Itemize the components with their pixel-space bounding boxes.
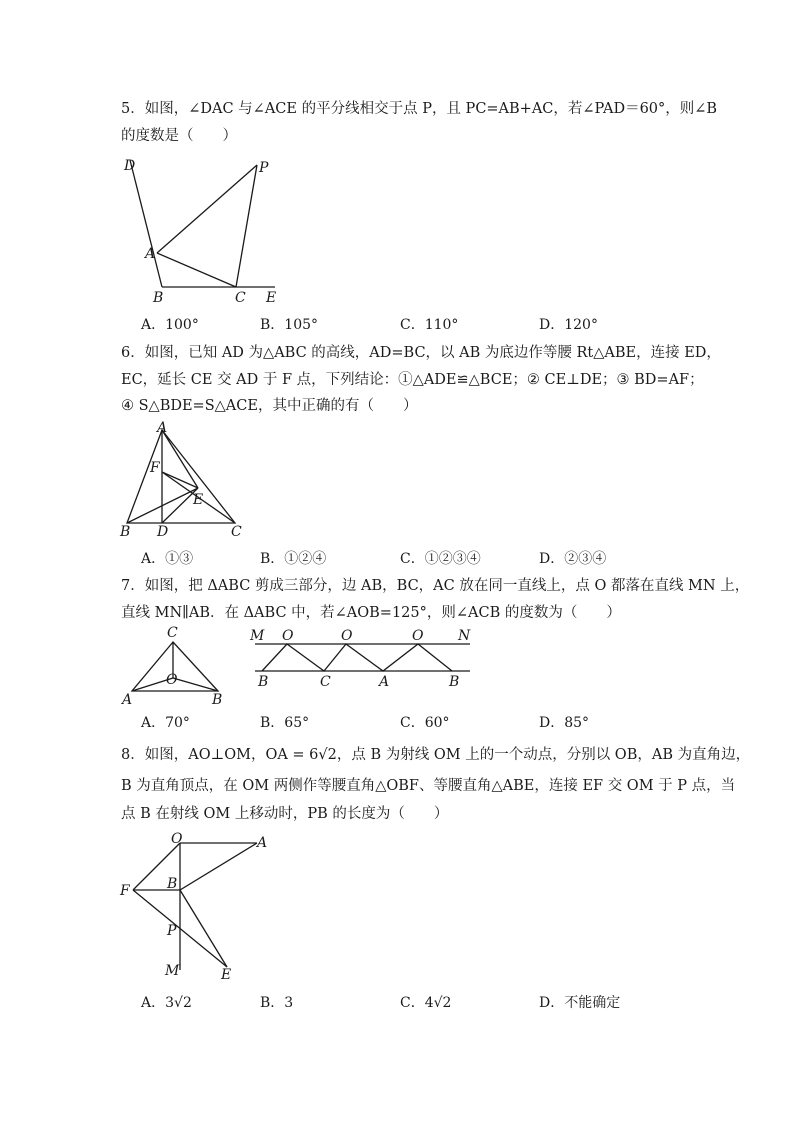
q8-option-c[interactable]: C．4√2 <box>400 995 452 1011</box>
q7-label-a2: A <box>379 674 390 690</box>
q8-label-a: A <box>257 835 268 851</box>
q7-label-b2: B <box>449 674 460 690</box>
q6-label-e: E <box>193 492 204 508</box>
q6-figure <box>115 420 255 545</box>
q8-figure <box>115 825 275 985</box>
q6-line-1: 6．如图，已知 AD 为△ABC 的高线，AD=BC，以 AB 为底边作等腰 Rt△ABE，连接 ED， <box>121 345 721 361</box>
q5-figure <box>115 150 295 310</box>
q7-label-o2: O <box>341 628 353 644</box>
q7-label-n: N <box>458 628 471 644</box>
q8-option-a[interactable]: A．3√2 <box>141 995 192 1011</box>
q8-label-b: B <box>167 876 178 892</box>
q7-figure-triangle <box>115 622 230 707</box>
q8-option-b[interactable]: B．3 <box>260 995 294 1011</box>
q7-option-a[interactable]: A．70° <box>141 715 190 731</box>
q8-label-e: E <box>221 967 232 983</box>
q5-label-a: A <box>145 246 156 262</box>
q7-label-a: A <box>122 692 133 707</box>
q5-line-2: 的度数是（ ） <box>121 128 237 144</box>
q5-option-d[interactable]: D．120° <box>539 317 598 333</box>
q7-option-d[interactable]: D．85° <box>539 715 590 731</box>
q7-label-c: C <box>167 625 178 641</box>
q5-label-d: D <box>124 158 136 174</box>
q7-label-o: O <box>166 672 178 688</box>
q8-label-p: P <box>167 923 177 939</box>
q5-label-e: E <box>266 290 277 306</box>
q6-option-a[interactable]: A．①③ <box>141 551 194 567</box>
q7-option-b[interactable]: B．65° <box>260 715 310 731</box>
q6-option-c[interactable]: C．①②③④ <box>400 551 481 567</box>
q6-line-3: ④ S△BDE=S△ACE，其中正确的有（ ） <box>121 398 418 414</box>
q7-line-2: 直线 MN∥AB．在 ΔABC 中，若∠AOB=125°，则∠ACB 的度数为（ ） <box>121 605 621 621</box>
q7-label-b: B <box>212 692 223 707</box>
q7-label-o1: O <box>282 628 294 644</box>
q6-option-d[interactable]: D．②③④ <box>539 551 607 567</box>
q8-label-m: M <box>165 963 180 979</box>
q5-label-b: B <box>153 290 164 306</box>
q7-label-o3: O <box>412 628 424 644</box>
q7-label-c2: C <box>320 674 331 690</box>
q6-label-d: D <box>157 524 169 540</box>
q8-line-1: 8．如图，AO⊥OM，OA = 6√2，点 B 为射线 OM 上的一个动点，分别以 OB，AB 为直角边， <box>121 747 751 763</box>
q5-label-c: C <box>235 290 246 306</box>
q5-line-1: 5．如图，∠DAC 与∠ACE 的平分线相交于点 P，且 PC=AB+AC，若∠PAD＝60°，则∠B <box>121 101 718 117</box>
q5-option-a[interactable]: A．100° <box>141 317 199 333</box>
q7-label-b1: B <box>258 674 269 690</box>
q7-option-c[interactable]: C．60° <box>400 715 450 731</box>
q8-line-2: B 为直角顶点，在 OM 两侧作等腰直角△OBF、等腰直角△ABE，连接 EF 交 OM 于 P 点，当 <box>121 778 736 794</box>
q8-label-f: F <box>120 883 130 899</box>
q6-label-f: F <box>150 460 160 476</box>
q8-line-3: 点 B 在射线 OM 上移动时，PB 的长度为（ ） <box>121 806 449 822</box>
q8-label-o: O <box>171 831 183 847</box>
q7-label-m: M <box>250 628 265 644</box>
q5-option-b[interactable]: B．105° <box>260 317 319 333</box>
q6-line-2: EC，延长 CE 交 AD 于 F 点，下列结论：①△ADE≌△BCE；② CE⊥DE；③ BD=AF； <box>121 372 704 388</box>
q7-figure-strip <box>245 622 480 690</box>
q5-option-c[interactable]: C．110° <box>400 317 459 333</box>
q6-label-a: A <box>157 420 168 436</box>
q7-line-1: 7．如图，把 ΔABC 剪成三部分，边 AB，BC，AC 放在同一直线上，点 O 都落在直线 MN 上， <box>121 578 750 594</box>
q6-option-b[interactable]: B．①②④ <box>260 551 327 567</box>
q8-option-d[interactable]: D．不能确定 <box>539 995 621 1011</box>
q6-label-c: C <box>231 524 242 540</box>
q5-label-p: P <box>259 160 269 176</box>
q6-label-b: B <box>120 524 131 540</box>
